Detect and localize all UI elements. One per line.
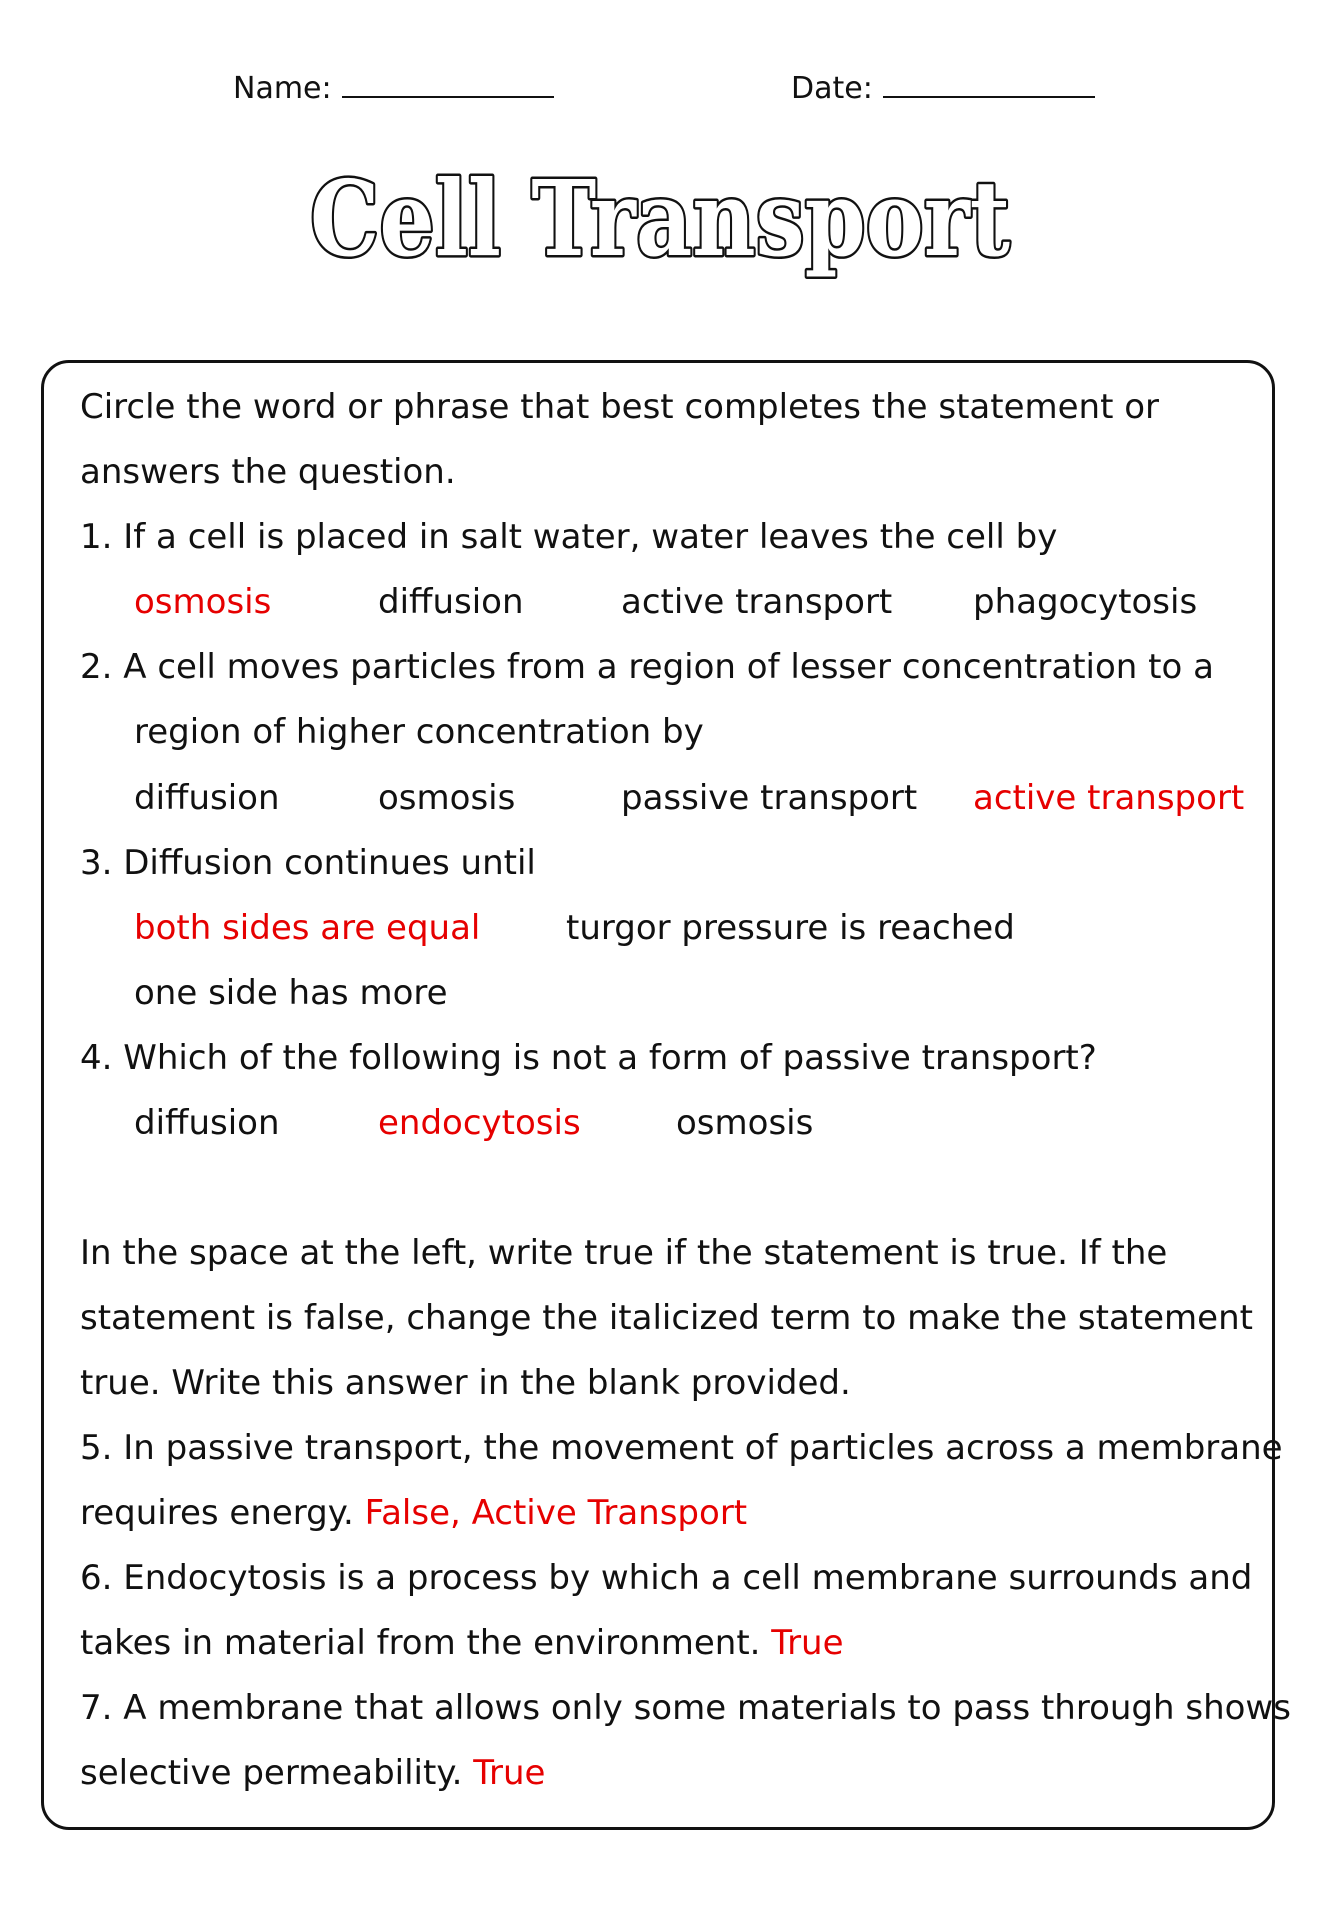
title-graphic: [280, 150, 1040, 290]
q5-answer[interactable]: False, Active Transport: [364, 1493, 748, 1533]
question-6-text: takes in material from the environment.: [80, 1623, 761, 1663]
q3-option-one-side-more[interactable]: one side has more: [134, 973, 448, 1013]
question-2-cont: region of higher concentration by: [134, 712, 704, 752]
question-5: 5. In passive transport, the movement of particles across a membrane: [80, 1428, 1283, 1468]
question-6-cont: [80, 1623, 844, 1663]
question-4: 4. Which of the following is not a form of passive transport?: [80, 1038, 1097, 1078]
instruction-line: In the space at the left, write true if the statement is true. If the: [80, 1233, 1168, 1273]
question-3: 3. Diffusion continues until: [80, 843, 536, 883]
q2-option-passive-transport[interactable]: passive transport: [621, 778, 918, 818]
question-7-cont: [80, 1753, 545, 1793]
instruction-line: statement is false, change the italicized term to make the statement: [80, 1298, 1253, 1338]
date-label: Date:: [791, 71, 873, 106]
worksheet-box: [41, 360, 1275, 1830]
q2-option-active-transport[interactable]: active transport: [973, 778, 1245, 818]
page-title: [0, 150, 1320, 294]
name-label: Name:: [233, 71, 332, 106]
date-field: [791, 70, 1095, 107]
name-blank[interactable]: [342, 70, 554, 98]
title-text: Cell Transport: [310, 157, 1010, 280]
q1-option-active-transport[interactable]: active transport: [621, 582, 893, 622]
question-2: 2. A cell moves particles from a region of lesser concentration to a: [80, 647, 1214, 687]
q2-option-osmosis[interactable]: osmosis: [378, 778, 516, 818]
date-blank[interactable]: [883, 70, 1095, 98]
question-7: 7. A membrane that allows only some materials to pass through shows: [80, 1688, 1291, 1728]
q4-option-osmosis[interactable]: osmosis: [676, 1103, 814, 1143]
q4-option-endocytosis[interactable]: endocytosis: [378, 1103, 581, 1143]
q4-option-diffusion[interactable]: diffusion: [134, 1103, 280, 1143]
q1-option-osmosis[interactable]: osmosis: [134, 582, 272, 622]
q1-option-phagocytosis[interactable]: phagocytosis: [973, 582, 1198, 622]
name-field: [233, 70, 554, 107]
q3-option-both-sides-equal[interactable]: both sides are equal: [134, 908, 481, 948]
q7-answer[interactable]: True: [473, 1753, 546, 1793]
question-5-text: requires energy.: [80, 1493, 354, 1533]
instruction-line: answers the question.: [80, 452, 456, 492]
q1-option-diffusion[interactable]: diffusion: [378, 582, 524, 622]
question-5-cont: [80, 1493, 747, 1533]
question-1: 1. If a cell is placed in salt water, water leaves the cell by: [80, 517, 1058, 557]
q6-answer[interactable]: True: [771, 1623, 844, 1663]
question-7-text: selective permeability.: [80, 1753, 463, 1793]
question-6: 6. Endocytosis is a process by which a cell membrane surrounds and: [80, 1558, 1253, 1598]
q2-option-diffusion[interactable]: diffusion: [134, 778, 280, 818]
instruction-line: Circle the word or phrase that best completes the statement or: [80, 387, 1160, 427]
instruction-line: true. Write this answer in the blank provided.: [80, 1363, 851, 1403]
q3-option-turgor-pressure[interactable]: turgor pressure is reached: [566, 908, 1015, 948]
